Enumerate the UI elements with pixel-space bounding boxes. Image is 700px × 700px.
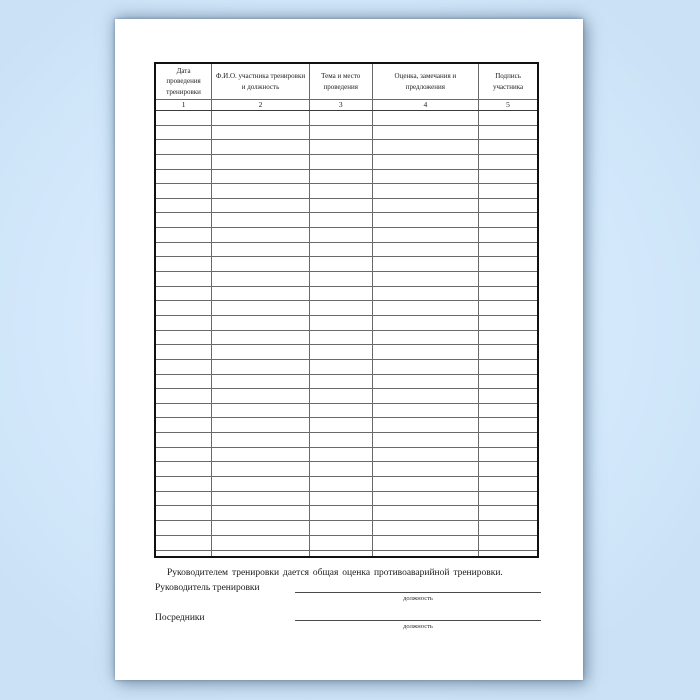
empty-cell: [479, 389, 538, 404]
empty-cell: [212, 286, 310, 301]
empty-cell: [372, 359, 478, 374]
table-row: [155, 111, 538, 126]
table-row: [155, 403, 538, 418]
empty-cell: [212, 477, 310, 492]
table-row: [155, 330, 538, 345]
empty-cell: [212, 315, 310, 330]
empty-cell: [155, 154, 212, 169]
signature-line-leader: [295, 578, 541, 593]
column-number-row: [155, 100, 538, 111]
empty-cell: [155, 491, 212, 506]
empty-cell: [372, 169, 478, 184]
empty-cell: [309, 111, 372, 126]
empty-cell: [479, 125, 538, 140]
empty-cell: [155, 111, 212, 126]
empty-cell: [309, 491, 372, 506]
empty-cell: [479, 315, 538, 330]
table-row: [155, 477, 538, 492]
empty-cell: [155, 315, 212, 330]
empty-cell: [372, 374, 478, 389]
empty-cell: [372, 154, 478, 169]
empty-cell: [212, 462, 310, 477]
table-row: [155, 301, 538, 316]
empty-cell: [212, 520, 310, 535]
empty-cell: [212, 374, 310, 389]
column-number: 4: [372, 100, 478, 111]
column-number: 1: [155, 100, 212, 111]
empty-cell: [372, 403, 478, 418]
empty-cell: [212, 389, 310, 404]
table-row: [155, 535, 538, 550]
empty-cell: [212, 198, 310, 213]
empty-cell: [479, 462, 538, 477]
empty-cell: [479, 359, 538, 374]
empty-cell: [309, 403, 372, 418]
empty-cell: [479, 403, 538, 418]
table-row: [155, 286, 538, 301]
empty-cell: [479, 345, 538, 360]
empty-cell: [155, 520, 212, 535]
table-row: [155, 447, 538, 462]
table-row: [155, 506, 538, 521]
empty-cell: [155, 184, 212, 199]
empty-cell: [155, 403, 212, 418]
empty-cell: [212, 301, 310, 316]
empty-cell: [155, 389, 212, 404]
empty-cell: [479, 286, 538, 301]
empty-cell: [155, 374, 212, 389]
empty-cell: [479, 257, 538, 272]
empty-cell: [479, 535, 538, 550]
empty-cell: [479, 477, 538, 492]
empty-cell: [309, 286, 372, 301]
empty-cell: [372, 272, 478, 287]
empty-cell: [479, 213, 538, 228]
empty-cell: [479, 520, 538, 535]
signature-line-mediators: [295, 606, 541, 621]
empty-cell: [309, 228, 372, 243]
empty-cell: [212, 491, 310, 506]
note-text: Руководителем тренировки дается общая оценка противоаварийной тренировки.: [167, 568, 503, 578]
empty-cell: [372, 535, 478, 550]
empty-cell: [155, 242, 212, 257]
table-row: [155, 242, 538, 257]
empty-cell: [155, 462, 212, 477]
empty-cell: [155, 359, 212, 374]
empty-cell: [309, 301, 372, 316]
empty-cell: [212, 403, 310, 418]
signature-caption-leader: должность: [403, 595, 433, 602]
empty-cell: [309, 184, 372, 199]
empty-cell: [309, 272, 372, 287]
empty-cell: [479, 154, 538, 169]
table-row: [155, 213, 538, 228]
empty-cell: [372, 315, 478, 330]
empty-cell: [372, 198, 478, 213]
empty-cell: [372, 345, 478, 360]
empty-cell: [479, 242, 538, 257]
column-header-evaluation: Оценка, замечания и предложения: [372, 63, 478, 100]
empty-cell: [212, 447, 310, 462]
empty-cell: [372, 477, 478, 492]
training-log-table: [154, 62, 539, 558]
table-row: [155, 520, 538, 535]
empty-cell: [212, 242, 310, 257]
empty-cell: [309, 374, 372, 389]
table-header-row: [155, 63, 538, 100]
empty-cell: [309, 169, 372, 184]
table-row: [155, 389, 538, 404]
empty-cell: [155, 550, 212, 557]
empty-cell: [155, 301, 212, 316]
table-row: [155, 228, 538, 243]
table-row: [155, 418, 538, 433]
empty-cell: [155, 345, 212, 360]
empty-cell: [212, 213, 310, 228]
empty-cell: [155, 140, 212, 155]
empty-cell: [372, 242, 478, 257]
table-row: [155, 257, 538, 272]
table-row: [155, 315, 538, 330]
empty-cell: [309, 433, 372, 448]
empty-cell: [155, 125, 212, 140]
empty-cell: [372, 257, 478, 272]
empty-cell: [479, 550, 538, 557]
empty-cell: [309, 535, 372, 550]
table-row: [155, 198, 538, 213]
empty-cell: [372, 286, 478, 301]
empty-cell: [372, 228, 478, 243]
empty-cell: [479, 228, 538, 243]
empty-cell: [372, 447, 478, 462]
table-row: [155, 169, 538, 184]
empty-cell: [155, 433, 212, 448]
empty-cell: [372, 184, 478, 199]
empty-cell: [212, 330, 310, 345]
empty-cell: [309, 257, 372, 272]
empty-cell: [372, 213, 478, 228]
empty-cell: [309, 520, 372, 535]
empty-cell: [309, 506, 372, 521]
empty-cell: [212, 111, 310, 126]
empty-cell: [309, 418, 372, 433]
empty-cell: [212, 140, 310, 155]
table-row: [155, 359, 538, 374]
empty-cell: [372, 491, 478, 506]
empty-cell: [479, 111, 538, 126]
empty-cell: [309, 242, 372, 257]
empty-cell: [309, 462, 372, 477]
table-row: [155, 491, 538, 506]
empty-cell: [155, 330, 212, 345]
empty-cell: [155, 506, 212, 521]
empty-cell: [212, 535, 310, 550]
empty-cell: [212, 272, 310, 287]
empty-cell: [372, 550, 478, 557]
empty-cell: [309, 477, 372, 492]
empty-cell: [479, 272, 538, 287]
empty-cell: [372, 389, 478, 404]
empty-cell: [155, 169, 212, 184]
empty-cell: [372, 418, 478, 433]
empty-cell: [372, 330, 478, 345]
empty-cell: [479, 374, 538, 389]
empty-cell: [372, 506, 478, 521]
empty-cell: [479, 140, 538, 155]
empty-cell: [372, 433, 478, 448]
table-row: [155, 345, 538, 360]
empty-cell: [155, 198, 212, 213]
table-row: [155, 272, 538, 287]
empty-cell: [372, 140, 478, 155]
empty-cell: [212, 169, 310, 184]
empty-cell: [309, 550, 372, 557]
table-row: [155, 462, 538, 477]
empty-cell: [479, 433, 538, 448]
empty-cell: [372, 301, 478, 316]
empty-cell: [372, 125, 478, 140]
empty-cell: [479, 330, 538, 345]
empty-cell: [479, 491, 538, 506]
table-row: [155, 140, 538, 155]
empty-cell: [309, 389, 372, 404]
empty-cell: [155, 286, 212, 301]
table-row: [155, 550, 538, 557]
empty-cell: [212, 184, 310, 199]
empty-cell: [155, 447, 212, 462]
empty-cell: [155, 257, 212, 272]
empty-cell: [212, 345, 310, 360]
empty-cell: [479, 447, 538, 462]
empty-cell: [309, 154, 372, 169]
empty-cell: [372, 111, 478, 126]
column-header-topic: Тема и место проведения: [309, 63, 372, 100]
column-header-signature: Подпись участника: [479, 63, 538, 100]
empty-cell: [309, 125, 372, 140]
column-header-date: Дата проведения тренировки: [155, 63, 212, 100]
empty-cell: [309, 359, 372, 374]
empty-cell: [479, 184, 538, 199]
column-number: 3: [309, 100, 372, 111]
empty-cell: [212, 433, 310, 448]
empty-cell: [155, 477, 212, 492]
empty-cell: [155, 272, 212, 287]
signature-label-mediators: Посредники: [155, 613, 205, 623]
empty-cell: [479, 169, 538, 184]
empty-cell: [212, 228, 310, 243]
empty-cell: [309, 315, 372, 330]
empty-cell: [372, 520, 478, 535]
empty-cell: [212, 125, 310, 140]
empty-cell: [479, 506, 538, 521]
empty-cell: [309, 330, 372, 345]
empty-cell: [155, 213, 212, 228]
empty-cell: [155, 228, 212, 243]
table-row: [155, 374, 538, 389]
signature-caption-mediators: должность: [403, 623, 433, 630]
document-page: [115, 19, 583, 680]
signature-label-leader: Руководитель тренировки: [155, 583, 260, 593]
empty-cell: [309, 447, 372, 462]
column-number: 2: [212, 100, 310, 111]
table-row: [155, 125, 538, 140]
empty-cell: [309, 198, 372, 213]
table-row: [155, 433, 538, 448]
table-row: [155, 154, 538, 169]
empty-cell: [479, 301, 538, 316]
empty-cell: [212, 154, 310, 169]
empty-cell: [372, 462, 478, 477]
empty-cell: [479, 198, 538, 213]
empty-cell: [309, 345, 372, 360]
empty-cell: [212, 257, 310, 272]
empty-cell: [309, 140, 372, 155]
empty-cell: [212, 506, 310, 521]
empty-cell: [155, 418, 212, 433]
empty-cell: [155, 535, 212, 550]
column-header-name: Ф.И.О. участника тренировки и должность: [212, 63, 310, 100]
empty-cell: [212, 418, 310, 433]
empty-cell: [309, 213, 372, 228]
empty-cell: [212, 359, 310, 374]
empty-cell: [479, 418, 538, 433]
empty-cell: [212, 550, 310, 557]
table-row: [155, 184, 538, 199]
column-number: 5: [479, 100, 538, 111]
